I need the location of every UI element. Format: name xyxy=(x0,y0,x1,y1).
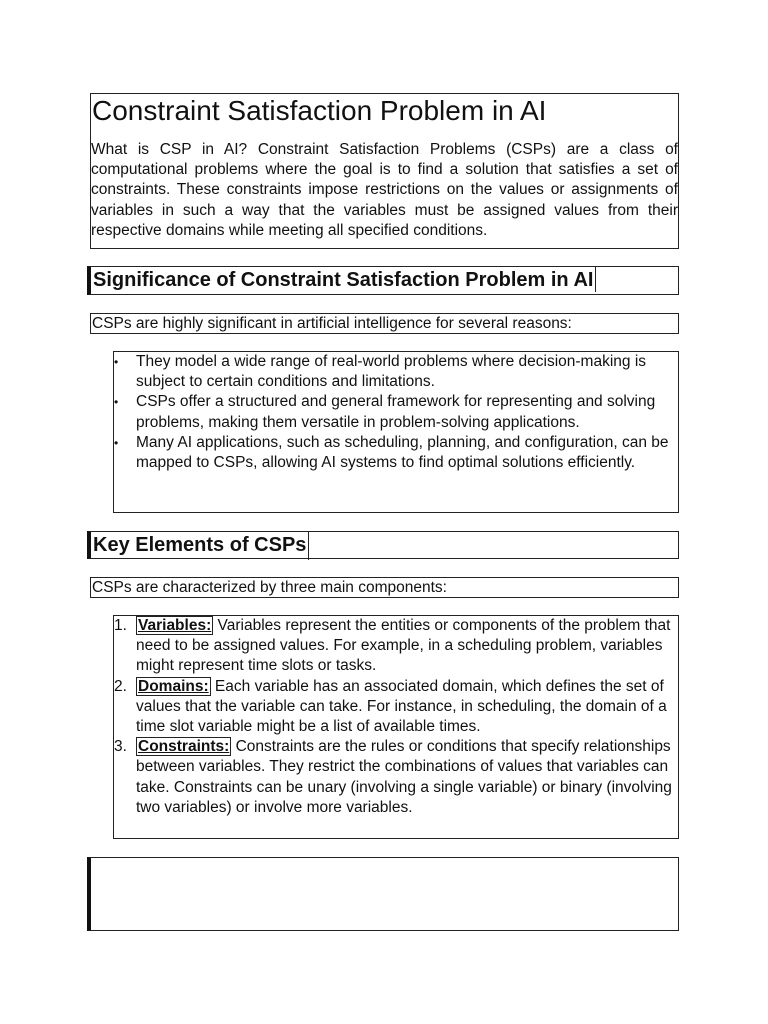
significance-list xyxy=(114,352,678,473)
intro-paragraph: What is CSP in AI? Constraint Satisfaction Problems (CSPs) are a class of computational problems where the goal is to find a solution that satisfies a set of constraints. These constraints impose restrictions on the values or assignments of variables in such a way that the variables must be assigned values from their respective domains while meeting all specified conditions. xyxy=(91,141,678,239)
list-item xyxy=(114,677,678,738)
list-item-text: Variables represent the entities or components of the problem that need to be assigned values. For example, in a scheduling problem, variables might represent time slots or tasks. xyxy=(136,617,671,675)
bullet-icon: • xyxy=(114,435,119,450)
list-number: 2. xyxy=(114,677,127,695)
list-item-text: CSPs offer a structured and general framework for representing and solving problems, making them versatile in problem-solving applications. xyxy=(136,393,656,431)
key-elements-list xyxy=(114,616,678,818)
title-section xyxy=(90,93,679,249)
page-title: Constraint Satisfaction Problem in AI xyxy=(92,95,547,126)
empty-section-box xyxy=(87,857,679,931)
key-elements-lead-box xyxy=(90,577,679,598)
significance-heading: Significance of Constraint Satisfaction Problem in AI xyxy=(91,267,596,292)
bullet-icon: • xyxy=(114,395,119,410)
significance-heading-box xyxy=(87,266,679,295)
list-item xyxy=(114,433,678,473)
list-item xyxy=(114,616,678,677)
list-item xyxy=(114,737,678,818)
bullet-icon: • xyxy=(114,355,119,369)
key-elements-list-box xyxy=(113,615,679,839)
list-number: 1. xyxy=(114,617,127,634)
list-item xyxy=(114,392,678,432)
term-variables: Variables: xyxy=(138,617,212,634)
significance-lead: CSPs are highly significant in artificial intelligence for several reasons: xyxy=(92,315,572,332)
key-elements-heading-box xyxy=(87,531,679,559)
key-elements-heading: Key Elements of CSPs xyxy=(91,532,309,560)
term-domains: Domains: xyxy=(138,677,209,695)
list-item-text: Each variable has an associated domain, which defines the set of values that the variable can take. For instance, in scheduling, the domain of a time slot variable might be a list of available times. xyxy=(136,677,667,736)
list-item-text: Many AI applications, such as scheduling, planning, and configuration, can be mapped to CSPs, allowing AI systems to find optimal solutions efficiently. xyxy=(136,433,669,472)
list-item xyxy=(114,352,678,392)
significance-list-box xyxy=(113,351,679,513)
significance-lead-box xyxy=(90,313,679,334)
list-item-text: Constraints are the rules or conditions that specify relationships between variables. They restrict the combinations of values that variables can take. Constraints can be unary (involving a single variable) or binary (involving two variables) or involve more variables. xyxy=(136,738,672,816)
key-elements-lead: CSPs are characterized by three main components: xyxy=(92,579,447,596)
list-number: 3. xyxy=(114,738,127,756)
list-item-text: They model a wide range of real-world problems where decision-making is subject to certain conditions and limitations. xyxy=(136,353,647,391)
term-constraints: Constraints: xyxy=(138,738,230,756)
